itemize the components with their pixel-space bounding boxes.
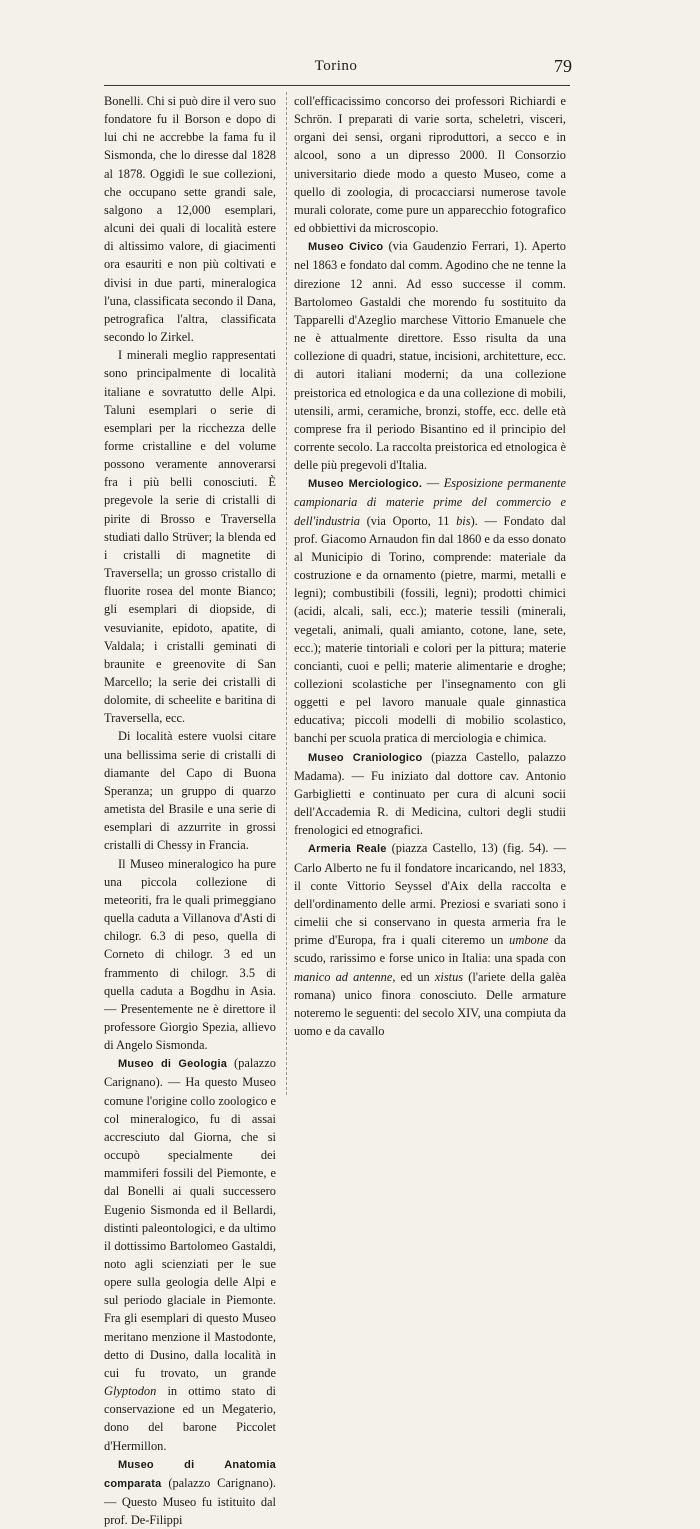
italic-text: xistus	[434, 969, 464, 984]
italic-text: Glyptodon	[104, 1384, 157, 1399]
section-heading: Museo Merciologico.	[308, 478, 423, 491]
paragraph	[104, 1455, 276, 1529]
paragraph	[104, 855, 276, 1055]
italic-text: bis	[456, 513, 471, 528]
body-text: (via Gaudenzio Ferrari, 1). Aperto nel 1863 e fondato dal comm. Agodino che ne tenne la direzione 12 anni. Ad esso successe il comm. Bartolomeo Gastaldi che morendo fu sostituito da Tapparelli d'Azeglio marchese Vittorio Emanuele che ne è attualmente direttore. Esso risulta da una collezione di quadri, statue, incisioni, architetture, ecc. di autori italiani moderni; da una collezione preistorica ed etnologica e da una collezione di mobili, utensili, armi, ceramiche, bronzi, stoffe, ecc. delle età comprese fra il periodo Bisantino ed il principio del corrente secolo. La raccolta preistorica ed etnologica è delle più pregevoli d'Italia.	[294, 239, 566, 473]
body-text: Bonelli. Chi si può dire il vero suo fondatore fu il Borson e dopo di lui chi ne accrebbe la fama fu il Sismonda, che lo diresse dal 1828 al 1878. Oggidì le sue collezioni, che occupano sette grandi sale, salgono a 12,000 esemplari, alcuni dei quali di località estere di altissimo valore, di giacimenti ora esauriti e non più coltivati e divisi in due parti, mineralogica l'una, classificata secondo il Dana, petrografica l'altra, classificata secondo lo Zirkel.	[104, 94, 276, 345]
italic-text: umbone	[509, 933, 549, 948]
paragraph	[104, 346, 276, 727]
page-header	[104, 56, 572, 82]
body-text: ). — Fondato dal prof. Giacomo Arnaudon fin dal 1860 e da esso donato al Municipio di Torino, comprende: materiale da costruzione e da ornamento (pietre, marmi, metalli e legni); combustibili (fossili, legni); prodotti chimici (acidi, alcali, sali, ecc.); materie tessili (minerali, vegetali, animali, quali amianto, cotone, lane, sete, ecc.); materie tintoriali e colori per la pittura; materie concianti, cuoi e pelli; materie alimentarie e droghe; collezioni scolastiche per l'insegnamento con gli oggetti e pel lavoro manuale quale ginnastica educativa; piccoli modelli di mobilio scolastico, banchi per scuola pratica di merciologia e chimica.	[294, 513, 566, 746]
body-text: (palazzo Carignano). — Ha questo Museo comune l'origine collo zoologico e col mineralogico, fu di assai accresciuto dal Giorna, che si occupò specialmente dei mammiferi fossili del Piemonte, e dal Bonelli ai quali successero Eugenio Sismonda ed il Bellardi, distinti paleontologici, e da ultimo il dottissimo Bartolomeo Gastaldi, noto agli scienziati per le sue opere sulla geologia delle Alpi e sul periodo glaciale in Piemonte. Fra gli esemplari di questo Museo meritano menzione il Mastodonte, detto di Dusino, dalla località in cui fu trovato, un grande	[104, 1056, 277, 1380]
paragraph	[294, 474, 566, 747]
column-divider	[286, 92, 287, 1095]
body-text: —	[422, 476, 444, 491]
body-text: (palazzo Carignano). — Questo Museo fu istituito dal prof. De-Filippi	[104, 1475, 276, 1528]
paragraph	[294, 237, 566, 474]
body-text: da scudo, rarissimo e forse unico in Italia: una spada con	[294, 933, 566, 966]
paragraph	[294, 748, 566, 840]
section-heading: Armeria Reale	[308, 843, 387, 856]
body-text: coll'efficacissimo concorso dei professori Richiardi e Schrön. I preparati di varie sorta, scheletri, visceri, organi dei sensi, organi riproduttori, a secco e in alcool, sono a un dipresso 2000. Il Consorzio universitario diede modo a questo Museo, come a quello di zoologia, di procacciarsi numerose tavole murali colorate, come pure un apparecchio fotografico ed obbiettivi da microscopio.	[294, 94, 566, 236]
italic-text: manico ad antenne	[294, 969, 393, 984]
paragraph	[104, 1054, 276, 1454]
right-text-column	[294, 92, 566, 1040]
paragraph	[104, 727, 276, 854]
left-text-column	[104, 92, 276, 1529]
body-text: , ed un	[392, 969, 435, 984]
body-text: in ottimo stato di conservazione ed un Megaterio, dono del barone Piccolet d'Hermillon.	[104, 1384, 276, 1453]
section-heading: Museo di Geologia	[118, 1058, 228, 1071]
section-heading: Museo di Anatomia comparata	[104, 1458, 276, 1490]
paragraph	[104, 92, 276, 346]
body-text: (piazza Castello, palazzo Madama). — Fu iniziato dal dottore cav. Antonio Garbiglietti e continuato per cura di alcuni socii dell'Accademia R. di Medicina, cultori degli studii frenologici ed etnografici.	[294, 749, 566, 838]
section-heading: Museo Civico	[308, 241, 384, 254]
body-text: (via Oporto, 11	[359, 513, 457, 528]
section-heading: Museo Craniologico	[308, 751, 423, 764]
paragraph	[294, 92, 566, 237]
italic-text: Esposizione permanente campionaria di materie prime del commercio e dell'industria	[294, 476, 566, 528]
body-text: (piazza Castello, 13) (fig. 54). — Carlo Alberto ne fu il fondatore incaricando, nel 1833, il conte Vittorio Seyssel d'Aix della raccolta e dell'ordinamento delle armi. Preziosi e svariati sono i cimelii che si conservano in questa armeria fra le prime d'Europa, fra i quali citeremo un	[294, 841, 566, 948]
page-number: 79	[554, 56, 572, 76]
running-title: Torino	[314, 58, 358, 74]
body-text: (l'ariete della galèa romana) unico finora conosciuto. Delle armature noteremo le seguenti: del secolo XIV, una compiuta da uomo e da cavallo	[294, 969, 566, 1038]
body-text: I minerali meglio rappresentati sono principalmente di località italiane e sovratutto delle Alpi. Taluni esemplari o serie di esemplari per la ricchezza delle forme cristalline e del volume possono veramente annoverarsi fra i più belli conosciuti. È pregevole la serie di cristalli di pirite di Brosso e Traversella studiati dallo Strüver; la blenda ed i cristalli di magnetite di Traversella; un grosso cristallo di fluorite rosea del monte Bianco; gli esemplari di diopside, di vesuvianite, epidoto, apatite, di Valdala; i cristalli geminati di braunite e greenovite di San Marcello; la serie dei cristalli di dolomite, di scheelite e baritina di Traversella, ecc.	[104, 348, 276, 726]
header-rule	[104, 85, 570, 86]
body-text: Il Museo mineralogico ha pure una piccola collezione di meteoriti, fra le quali primeggiano quella caduta a Villanova d'Asti di chilogr. 6.3 di peso, quella di Corneto di chilogr. 3 ed un frammento di chilogr. 3.5 di quella caduta a Bogdhu in Asia. — Presentemente ne è direttore il professore Giorgio Spezia, allievo di Angelo Sismonda.	[104, 856, 276, 1053]
body-text: Di località estere vuolsi citare una bellissima serie di cristalli di diamante del Capo di Buona Speranza; un gruppo di quarzo ametista del Brasile e una serie di esemplari di azzurrite in grossi cristalli di Chessy in Francia.	[104, 729, 276, 853]
paragraph	[294, 839, 566, 1040]
